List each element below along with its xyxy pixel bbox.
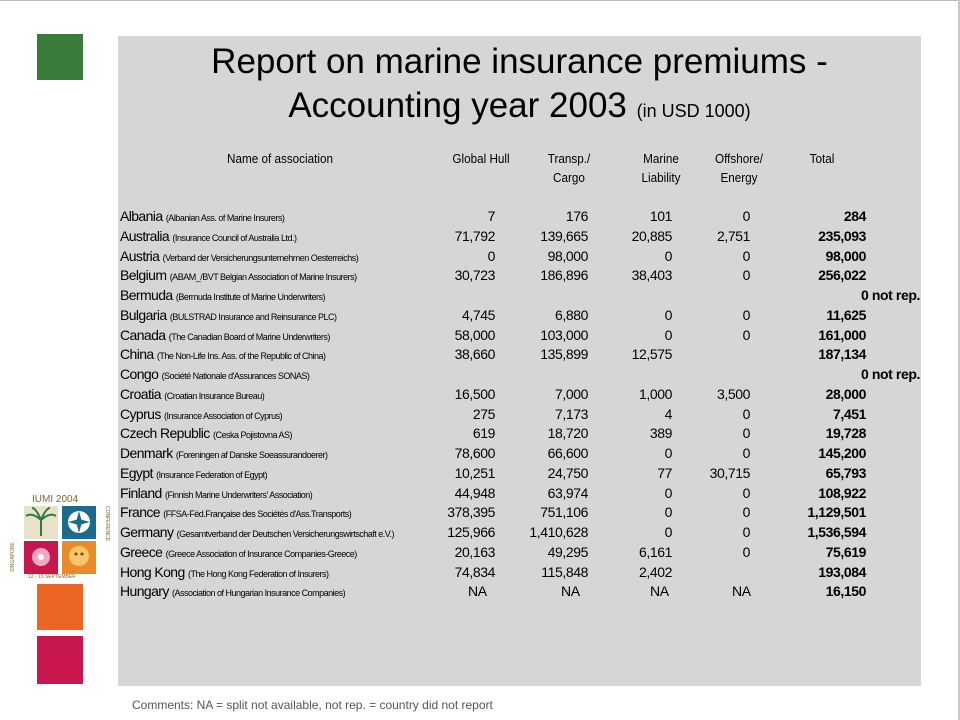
header-liability: Marine Liability <box>641 151 681 185</box>
table-row <box>120 423 920 443</box>
total-cell: 11,625 <box>826 306 866 323</box>
total-cell: 284 <box>843 208 866 224</box>
merlion-icon <box>62 541 96 574</box>
cargo-cell: 63,974 <box>547 484 588 501</box>
country-name: Cyprus <box>120 405 161 422</box>
row-name <box>120 463 267 485</box>
header-name: Name of association <box>226 151 334 166</box>
liability-cell: 20,885 <box>631 227 672 244</box>
liability-cell: 0 <box>664 445 672 461</box>
row-name <box>120 344 326 366</box>
offshore-cell: NA <box>732 583 751 600</box>
row-name <box>120 502 351 524</box>
total-cell: 145,200 <box>818 445 866 461</box>
country-name: Austria <box>120 247 160 264</box>
logo-location: SINGAPORE <box>10 542 16 572</box>
hull-cell: 619 <box>472 425 495 442</box>
association-name: (Société Nationale d'Assurances SONAS) <box>161 371 310 381</box>
liability-cell: 0 <box>664 504 672 521</box>
comments-footnote: Comments: NA = split not available, not rep. = country did not report <box>132 698 493 712</box>
cargo-cell: 98,000 <box>547 247 588 264</box>
header-hull: Global Hull <box>452 151 510 166</box>
header-cargo: Transp./ Cargo <box>547 151 591 185</box>
liability-cell: NA <box>650 583 669 600</box>
hull-cell: 78,600 <box>454 445 495 461</box>
offshore-cell: 0 <box>742 267 750 284</box>
title-line-2: Accounting year 2003 <box>288 86 627 125</box>
association-name: (Gesamtverband der Deutschen Versicherungswirtschaft e.V.) <box>176 529 394 539</box>
row-name <box>120 246 358 268</box>
hull-cell: 30,723 <box>454 267 495 284</box>
green-square <box>37 34 83 80</box>
liability-cell: 77 <box>657 464 672 481</box>
country-name: Denmark <box>120 445 173 461</box>
total-cell: 187,134 <box>818 346 866 363</box>
total-cell: 108,922 <box>818 484 866 501</box>
cargo-cell: 135,899 <box>540 346 588 363</box>
total-cell: 0 not rep. <box>860 366 920 382</box>
row-name <box>120 305 336 327</box>
country-name: Croatia <box>120 385 161 402</box>
cargo-cell: 66,600 <box>547 445 588 461</box>
association-name: (Association of Hungarian Insurance Companies) <box>172 588 346 599</box>
hull-cell: 44,948 <box>454 484 495 501</box>
association-name: (FFSA-Féd.Française des Sociétés d'Ass.Transports) <box>163 509 352 520</box>
total-cell: 1,536,594 <box>807 524 866 540</box>
row-name <box>120 483 312 505</box>
association-name: (Albanian Ass. of Marine Insurers) <box>165 213 285 223</box>
hull-cell: 74,834 <box>454 563 495 580</box>
row-name <box>120 542 357 564</box>
country-name: Albania <box>120 208 163 224</box>
liability-cell: 0 <box>664 306 672 323</box>
hull-cell: 16,500 <box>454 385 495 402</box>
row-name <box>120 423 292 445</box>
hull-cell: 0 <box>487 247 495 264</box>
cargo-cell: 186,896 <box>540 267 588 284</box>
association-name: (Verband der Versicherungsunternehmen Oesterreichs) <box>162 252 359 263</box>
table-row <box>120 483 920 503</box>
hull-cell: 71,792 <box>454 227 495 244</box>
table-row <box>120 542 920 562</box>
cargo-cell: 7,000 <box>554 385 588 402</box>
hull-cell: 7 <box>487 208 495 224</box>
total-cell: 16,150 <box>825 583 866 600</box>
logo-title: IUMI 2004 <box>32 494 79 505</box>
hull-cell: 4,745 <box>461 306 495 323</box>
liability-cell: 4 <box>664 405 672 422</box>
cargo-cell: 115,848 <box>541 563 588 580</box>
offshore-cell: 30,715 <box>709 464 750 481</box>
offshore-cell: 0 <box>742 247 750 264</box>
association-name: (The Non-Life Ins. Ass. of the Republic of China) <box>156 351 326 362</box>
row-name <box>120 522 394 544</box>
table-row <box>120 384 920 404</box>
table-row <box>120 404 920 424</box>
magenta-square <box>37 636 83 684</box>
cargo-cell: 1,410,628 <box>529 524 588 540</box>
hull-cell: 10,251 <box>454 464 495 481</box>
cargo-cell: 103,000 <box>540 326 588 343</box>
liability-cell: 0 <box>664 247 672 264</box>
row-name <box>120 364 309 386</box>
palm-icon <box>24 506 58 539</box>
association-name: (Insurance Association of Cyprus) <box>164 410 283 421</box>
total-cell: 98,000 <box>825 247 866 264</box>
country-name: Australia <box>120 227 170 244</box>
liability-cell: 0 <box>664 484 672 501</box>
cargo-cell: 7,173 <box>554 405 588 422</box>
total-cell: 7,451 <box>832 405 866 422</box>
cargo-cell: 24,750 <box>547 464 588 481</box>
liability-cell: 101 <box>649 208 672 224</box>
offshore-cell: 3,500 <box>716 385 750 402</box>
compass-icon <box>62 506 96 539</box>
content-panel <box>118 36 921 686</box>
association-name: (ABAM_/BVT Belgian Association of Marine Insurers) <box>169 272 357 283</box>
row-name <box>120 404 282 426</box>
logo-dates: 12 - 15 SEPTEMBER <box>28 574 76 580</box>
cargo-cell: 6,880 <box>554 306 588 323</box>
hull-cell: 275 <box>472 405 495 422</box>
country-name: Bulgaria <box>120 306 167 323</box>
association-name: (The Canadian Board of Marine Underwriters) <box>168 331 330 342</box>
total-cell: 65,793 <box>825 464 866 481</box>
row-name <box>120 325 330 347</box>
liability-cell: 389 <box>649 425 672 442</box>
total-cell: 235,093 <box>818 227 866 244</box>
country-name: Hong Kong <box>120 563 185 580</box>
offshore-cell: 0 <box>742 504 750 521</box>
total-cell: 75,619 <box>825 543 866 560</box>
table-row <box>120 463 920 483</box>
association-name: (Finnish Marine Underwriters' Association) <box>165 489 313 500</box>
cargo-cell: 139,665 <box>540 227 588 244</box>
hull-cell: 38,660 <box>454 346 495 363</box>
liability-cell: 12,575 <box>631 346 672 363</box>
country-name: France <box>120 504 160 521</box>
offshore-cell: 0 <box>742 306 750 323</box>
offshore-cell: 0 <box>742 445 750 461</box>
table-row <box>120 285 920 305</box>
row-name <box>120 265 357 287</box>
table-row <box>120 344 920 364</box>
liability-cell: 2,402 <box>638 563 672 580</box>
association-name: (Croatian Insurance Bureau) <box>164 390 265 401</box>
liability-cell: 0 <box>664 326 672 343</box>
total-cell: 193,084 <box>818 563 866 580</box>
association-name: (BULSTRAD Insurance and Reinsurance PLC) <box>169 311 337 322</box>
country-name: Egypt <box>120 464 153 481</box>
iumi-2004-logo <box>10 490 114 580</box>
offshore-cell: 0 <box>742 524 750 540</box>
country-name: China <box>120 346 154 363</box>
header-offshore: Offshore/ Energy <box>715 151 763 185</box>
hull-cell: 58,000 <box>454 326 495 343</box>
total-cell: 19,728 <box>825 425 866 442</box>
table-row <box>120 305 920 325</box>
association-name: (Greece Association of Insurance Companies-Greece) <box>165 548 357 559</box>
row-name <box>120 285 325 307</box>
association-name: (Insurance Council of Australia Ltd.) <box>172 232 297 243</box>
slide-title <box>118 40 921 133</box>
country-name: Canada <box>120 326 166 343</box>
cargo-cell: 18,720 <box>547 425 588 442</box>
table-row <box>120 443 920 463</box>
country-name: Finland <box>120 484 162 501</box>
offshore-cell: 0 <box>742 543 750 560</box>
liability-cell: 38,403 <box>631 267 672 284</box>
offshore-cell: 0 <box>742 425 750 442</box>
title-unit: (in USD 1000) <box>636 101 751 121</box>
header-total: Total <box>809 151 835 166</box>
total-cell: 0 not rep. <box>860 287 920 303</box>
liability-cell: 6,161 <box>638 543 672 560</box>
hull-cell: 125,966 <box>447 524 495 540</box>
offshore-cell: 2,751 <box>716 227 750 244</box>
row-name <box>120 384 264 406</box>
cargo-cell: NA <box>561 583 580 600</box>
cargo-cell: 176 <box>565 208 588 224</box>
hull-cell: 20,163 <box>454 543 495 560</box>
offshore-cell: 0 <box>742 326 750 343</box>
association-name: (Foreningen af Danske Soeassurandoerer) <box>175 450 328 460</box>
row-name <box>120 226 296 248</box>
country-name: Belgium <box>120 267 167 284</box>
country-name: Germany <box>120 524 174 540</box>
country-name: Hungary <box>120 583 169 600</box>
country-name: Greece <box>120 543 163 560</box>
table-row <box>120 562 920 582</box>
total-cell: 1,129,501 <box>807 504 866 521</box>
association-name: (Insurance Federation of Egypt) <box>156 469 268 480</box>
country-name: Czech Republic <box>120 425 210 442</box>
cargo-cell: 751,106 <box>540 504 588 521</box>
table-row <box>120 522 920 542</box>
association-name: (Bermuda Institute of Marine Underwriters) <box>175 292 325 302</box>
row-name <box>120 562 329 584</box>
hull-cell: 378,395 <box>447 504 495 521</box>
total-cell: 28,000 <box>825 385 866 402</box>
logo-label: CONFERENCE <box>104 506 110 542</box>
row-name <box>120 443 328 465</box>
liability-cell: 1,000 <box>638 385 672 402</box>
table-row <box>120 265 920 285</box>
title-line-1: Report on marine insurance premiums - <box>211 42 828 81</box>
row-name <box>120 206 284 228</box>
offshore-cell: 0 <box>742 208 750 224</box>
table-row <box>120 364 920 384</box>
orchid-icon <box>24 541 58 574</box>
total-cell: 256,022 <box>818 267 866 284</box>
offshore-cell: 0 <box>742 405 750 422</box>
table-row <box>120 325 920 345</box>
top-rule <box>0 0 960 1</box>
offshore-cell: 0 <box>742 484 750 501</box>
association-name: (The Hong Kong Federation of Insurers) <box>187 568 329 579</box>
country-name: Congo <box>120 366 159 382</box>
table-row <box>120 206 920 226</box>
liability-cell: 0 <box>664 524 672 540</box>
table-row <box>120 502 920 522</box>
country-name: Bermuda <box>120 287 173 303</box>
table-row <box>120 226 920 246</box>
hull-cell: NA <box>468 583 487 600</box>
total-cell: 161,000 <box>818 326 866 343</box>
orange-square <box>37 584 83 630</box>
cargo-cell: 49,295 <box>547 543 588 560</box>
row-name <box>120 581 345 603</box>
association-name: (Ceska Pojistovna AS) <box>212 430 292 441</box>
table-row <box>120 581 920 601</box>
table-row <box>120 246 920 266</box>
